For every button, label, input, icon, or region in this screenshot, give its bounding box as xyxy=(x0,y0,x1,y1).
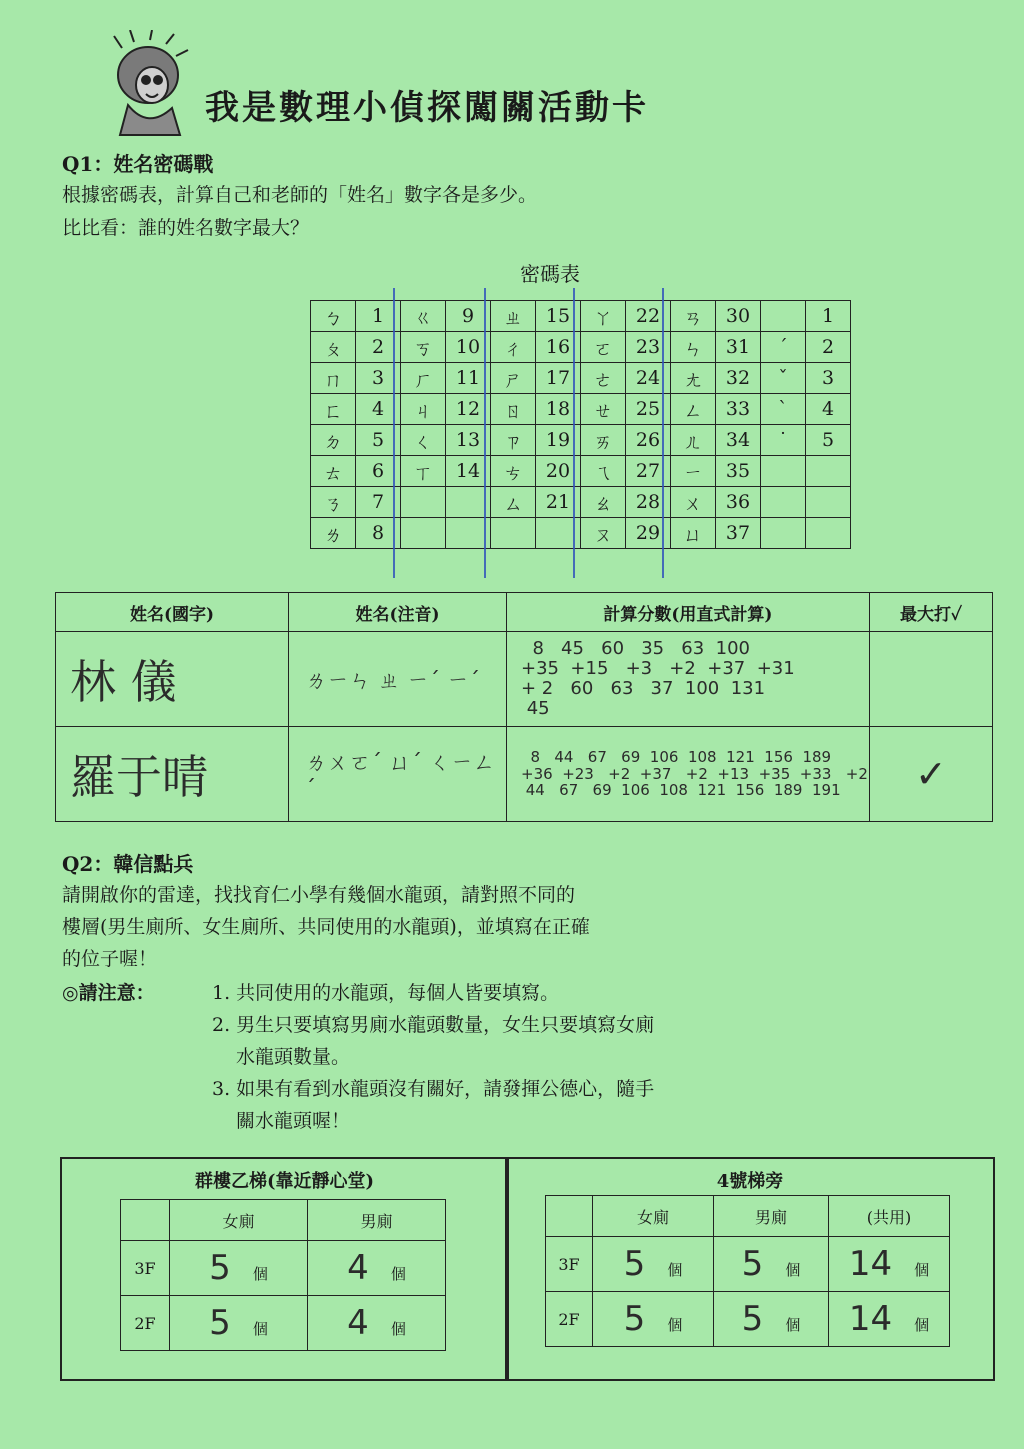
code-symbol: ㄤ xyxy=(671,363,716,394)
code-number: 4 xyxy=(806,394,851,425)
q1-question: 比比看：誰的姓名數字最大？ xyxy=(62,217,310,239)
code-symbol: ㄑ xyxy=(401,425,446,456)
code-symbol xyxy=(401,487,446,518)
code-number: 19 xyxy=(536,425,581,456)
code-number: 31 xyxy=(716,332,761,363)
count-cell[interactable]: 4 個 xyxy=(308,1241,446,1296)
code-number: 35 xyxy=(716,456,761,487)
code-symbol: ㄐ xyxy=(401,394,446,425)
code-number: 13 xyxy=(446,425,491,456)
code-number: 14 xyxy=(446,456,491,487)
code-symbol: ㄙ xyxy=(491,487,536,518)
code-symbol: ˇ xyxy=(761,363,806,394)
code-symbol: ㄋ xyxy=(311,487,356,518)
code-symbol: ㄅ xyxy=(311,301,356,332)
code-row xyxy=(311,487,851,518)
code-number: 5 xyxy=(356,425,401,456)
code-symbol: ㄜ xyxy=(581,363,626,394)
code-symbol: ㄣ xyxy=(671,332,716,363)
code-number: 25 xyxy=(626,394,671,425)
pen-line xyxy=(393,288,395,578)
code-row xyxy=(311,518,851,549)
code-symbol: ㄟ xyxy=(581,456,626,487)
col-female: 女廁 xyxy=(170,1200,308,1241)
code-number: 2 xyxy=(356,332,401,363)
code-symbol: ˋ xyxy=(761,394,806,425)
note-item: 2. 男生只要填寫男廁水龍頭數量，女生只要填寫女廁 xyxy=(212,1014,655,1036)
code-number: 1 xyxy=(356,301,401,332)
code-number: 9 xyxy=(446,301,491,332)
code-number: 30 xyxy=(716,301,761,332)
floor-label: 2F xyxy=(546,1292,593,1347)
code-row xyxy=(311,425,851,456)
code-symbol xyxy=(761,487,806,518)
code-number xyxy=(806,456,851,487)
code-symbol: ㄎ xyxy=(401,332,446,363)
code-number: 37 xyxy=(716,518,761,549)
code-number: 28 xyxy=(626,487,671,518)
code-number: 18 xyxy=(536,394,581,425)
code-number: 5 xyxy=(806,425,851,456)
code-number: 3 xyxy=(356,363,401,394)
code-symbol: ㄧ xyxy=(671,456,716,487)
name-cell[interactable]: 林 儀 xyxy=(56,632,289,727)
code-symbol: ㄆ xyxy=(311,332,356,363)
code-number: 2 xyxy=(806,332,851,363)
code-number: 32 xyxy=(716,363,761,394)
code-number: 24 xyxy=(626,363,671,394)
calc-cell[interactable]: 8 44 67 69 106 108 121 156 189 +36 +23 +2 +37 +2 +13 +35 +33 +2 44 67 69 106 108 121 156 189 191 xyxy=(507,727,870,822)
floor-label: 3F xyxy=(546,1237,593,1292)
col-header-name: 姓名(國字) xyxy=(56,593,289,632)
corner-cell xyxy=(546,1196,593,1237)
col-shared: (共用) xyxy=(829,1196,950,1237)
name-score-table xyxy=(55,592,993,822)
code-number: 26 xyxy=(626,425,671,456)
col-male: 男廁 xyxy=(308,1200,446,1241)
code-number: 6 xyxy=(356,456,401,487)
code-number: 17 xyxy=(536,363,581,394)
zhuyin-cell[interactable]: ㄌㄨㄛˊ ㄩˊ ㄑㄧㄥˊ xyxy=(289,727,507,822)
count-cell[interactable]: 5 個 xyxy=(593,1237,714,1292)
table-row xyxy=(56,727,993,822)
box-title: 4號梯旁 xyxy=(716,1171,784,1192)
code-table-title: 密碼表 xyxy=(520,262,580,286)
code-number: 4 xyxy=(356,394,401,425)
col-header-max: 最大打✓ xyxy=(869,593,992,632)
code-symbol xyxy=(761,456,806,487)
count-cell[interactable]: 14 個 xyxy=(829,1237,950,1292)
code-number: 11 xyxy=(446,363,491,394)
code-symbol: ㄩ xyxy=(671,518,716,549)
code-symbol: ㄠ xyxy=(581,487,626,518)
code-symbol: ㄞ xyxy=(581,425,626,456)
q2-paragraph: 請開啟你的雷達，找找育仁小學有幾個水龍頭，請對照不同的 xyxy=(62,884,576,906)
code-number: 23 xyxy=(626,332,671,363)
col-female: 女廁 xyxy=(593,1196,714,1237)
note-item: 關水龍頭喔！ xyxy=(236,1110,351,1132)
code-symbol xyxy=(491,518,536,549)
code-number: 20 xyxy=(536,456,581,487)
code-number: 16 xyxy=(536,332,581,363)
corner-cell xyxy=(121,1200,170,1241)
faucet-count-table xyxy=(545,1195,950,1347)
faucet-count-table xyxy=(120,1199,446,1351)
code-number: 10 xyxy=(446,332,491,363)
code-symbol: ㄥ xyxy=(671,394,716,425)
code-number: 12 xyxy=(446,394,491,425)
note-label: ◎請注意： xyxy=(62,982,155,1004)
zhuyin-cell[interactable]: ㄌㄧㄣ ㄓ ㄧˊ ㄧˊ xyxy=(289,632,507,727)
count-cell[interactable]: 5 個 xyxy=(714,1237,829,1292)
code-row xyxy=(311,394,851,425)
table-row xyxy=(56,632,993,727)
code-number xyxy=(806,487,851,518)
note-item: 3. 如果有看到水龍頭沒有關好，請發揮公德心，隨手 xyxy=(212,1078,655,1100)
col-male: 男廁 xyxy=(714,1196,829,1237)
code-number: 15 xyxy=(536,301,581,332)
code-symbol: ㄘ xyxy=(491,456,536,487)
q1-heading: Q1：姓名密碼戰 xyxy=(62,152,214,176)
code-symbol xyxy=(401,518,446,549)
max-check-cell[interactable] xyxy=(869,632,992,727)
code-symbol: ㄏ xyxy=(401,363,446,394)
code-symbol: ㄖ xyxy=(491,394,536,425)
code-symbol: ㄦ xyxy=(671,425,716,456)
q1-instruction: 根據密碼表，計算自己和老師的「姓名」數字各是多少。 xyxy=(62,184,538,206)
code-symbol: ㄒ xyxy=(401,456,446,487)
note-item: 1. 共同使用的水龍頭，每個人皆要填寫。 xyxy=(212,982,560,1004)
calc-cell[interactable]: 8 45 60 35 63 100 +35 +15 +3 +2 +37 +31 + 2 60 63 37 100 131 45 xyxy=(507,632,870,727)
code-symbol: ㄔ xyxy=(491,332,536,363)
pen-line xyxy=(573,288,575,578)
faucet-table-stair-4 xyxy=(505,1157,995,1381)
code-symbol: ˙ xyxy=(761,425,806,456)
code-symbol: ㄈ xyxy=(311,394,356,425)
code-symbol xyxy=(761,301,806,332)
floor-label: 2F xyxy=(121,1296,170,1351)
pen-line xyxy=(484,288,486,578)
code-symbol: ㄓ xyxy=(491,301,536,332)
pen-line xyxy=(662,288,664,578)
code-symbol: ㄌ xyxy=(311,518,356,549)
q2-paragraph: 樓層(男生廁所、女生廁所、共同使用的水龍頭)，並填寫在正確 xyxy=(62,916,590,938)
code-symbol: ㄉ xyxy=(311,425,356,456)
code-row xyxy=(311,301,851,332)
faucet-table-building-b xyxy=(60,1157,509,1381)
code-symbol: ㄛ xyxy=(581,332,626,363)
code-symbol: ㄍ xyxy=(401,301,446,332)
code-number: 29 xyxy=(626,518,671,549)
code-number: 7 xyxy=(356,487,401,518)
code-row xyxy=(311,456,851,487)
code-number: 27 xyxy=(626,456,671,487)
page-title: 我是數理小偵探闖關活動卡 xyxy=(205,88,649,128)
code-symbol: ㄕ xyxy=(491,363,536,394)
count-cell[interactable]: 4 個 xyxy=(308,1296,446,1351)
q2-heading: Q2：韓信點兵 xyxy=(62,852,194,876)
code-number: 8 xyxy=(356,518,401,549)
note-item: 水龍頭數量。 xyxy=(236,1046,351,1068)
code-number: 3 xyxy=(806,363,851,394)
col-header-calc: 計算分數(用直式計算) xyxy=(507,593,870,632)
code-symbol: ㄇ xyxy=(311,363,356,394)
q2-paragraph: 的位子喔！ xyxy=(62,948,158,970)
count-cell[interactable]: 5 個 xyxy=(170,1241,308,1296)
detective-mascot-illustration xyxy=(100,30,195,140)
code-symbol: ㄝ xyxy=(581,394,626,425)
count-cell[interactable]: 5 個 xyxy=(593,1292,714,1347)
code-symbol: ㄡ xyxy=(581,518,626,549)
code-number: 36 xyxy=(716,487,761,518)
code-symbol: ㄨ xyxy=(671,487,716,518)
code-row xyxy=(311,332,851,363)
code-number: 33 xyxy=(716,394,761,425)
count-cell[interactable]: 5 個 xyxy=(170,1296,308,1351)
box-title: 群樓乙梯(靠近靜心堂) xyxy=(194,1171,375,1192)
code-symbol: ㄢ xyxy=(671,301,716,332)
code-number: 1 xyxy=(806,301,851,332)
code-number xyxy=(806,518,851,549)
floor-label: 3F xyxy=(121,1241,170,1296)
code-number: 22 xyxy=(626,301,671,332)
count-cell[interactable]: 14 個 xyxy=(829,1292,950,1347)
col-header-zhuyin: 姓名(注音) xyxy=(289,593,507,632)
code-symbol: ˊ xyxy=(761,332,806,363)
code-symbol: ㄊ xyxy=(311,456,356,487)
code-table xyxy=(310,300,851,549)
code-symbol: ㄗ xyxy=(491,425,536,456)
code-row xyxy=(311,363,851,394)
code-symbol xyxy=(761,518,806,549)
code-symbol: ㄚ xyxy=(581,301,626,332)
max-check-cell[interactable]: ✓ xyxy=(869,727,992,822)
code-number: 34 xyxy=(716,425,761,456)
count-cell[interactable]: 5 個 xyxy=(714,1292,829,1347)
name-cell[interactable]: 羅于晴 xyxy=(56,727,289,822)
code-number: 21 xyxy=(536,487,581,518)
